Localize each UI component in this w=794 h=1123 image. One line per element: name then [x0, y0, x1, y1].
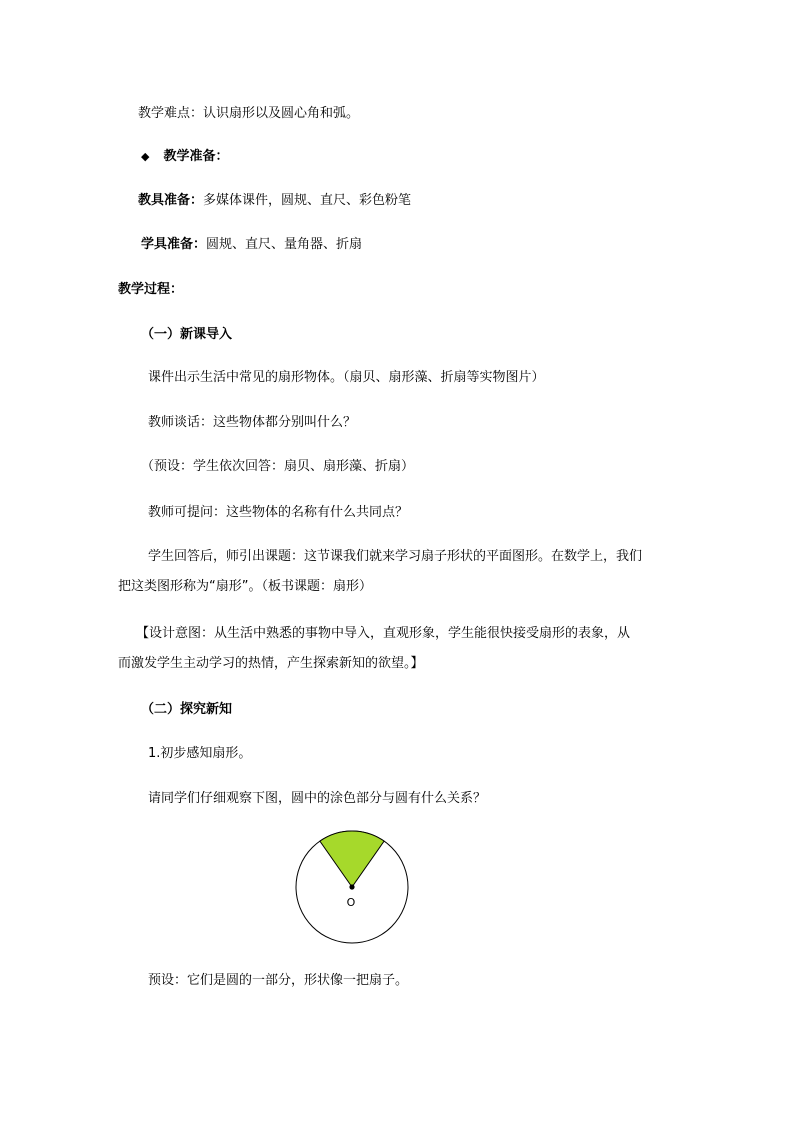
diamond-bullet-icon: ◆: [141, 150, 150, 163]
design-intent-line1: 【设计意图：从生活中熟悉的事物中导入，直观形象，学生能很快接受扇形的表象，从: [136, 626, 631, 641]
paragraph-6: 请同学们仔细观察下图，圆中的涂色部分与圆有什么关系？: [148, 791, 487, 806]
paragraph-1: 课件出示生活中常见的扇形物体。（扇贝、扇形藻、折扇等实物图片）: [148, 370, 545, 385]
paragraph-5-line1: 学生回答后，师引出课题：这节课我们就来学习扇子形状的平面图形。在数学上，我们: [148, 549, 643, 564]
design-intent-line2: 而激发学生主动学习的热情，产生探索新知的欲望。】: [118, 656, 424, 671]
paragraph-4: 教师可提问：这些物体的名称有什么共同点？: [148, 505, 409, 520]
section2-heading: （二）探究新知: [141, 702, 233, 717]
teaching-prep-heading: [141, 149, 228, 165]
student-tools-text: 圆规、直尺、量角器、折扇: [206, 237, 363, 252]
item-1: 1.初步感知扇形。: [148, 746, 252, 761]
teacher-tools-label: 教具准备：: [138, 193, 204, 208]
sector-figure: [294, 826, 410, 946]
teacher-tools: [138, 193, 411, 209]
teacher-tools-text: 多媒体课件，圆规、直尺、彩色粉笔: [203, 193, 412, 208]
paragraph-7: 预设：它们是圆的一部分，形状像一把扇子。: [148, 973, 409, 988]
teaching-prep-heading-text: 教学准备：: [163, 149, 229, 164]
teaching-difficulty-label: 教学难点：: [138, 106, 204, 121]
student-tools: [141, 237, 362, 253]
student-tools-label: 学具准备：: [141, 237, 207, 252]
paragraph-3: （预设：学生依次回答：扇贝、扇形藻、折扇）: [141, 459, 415, 474]
section1-heading: （一）新课导入: [141, 327, 233, 342]
circle-sector-diagram: [294, 826, 410, 946]
center-point: [349, 884, 354, 889]
center-label: O: [346, 896, 356, 909]
paragraph-5-line2: 把这类图形称为“扇形”。（板书课题：扇形）: [118, 579, 372, 594]
paragraph-2: 教师谈话：这些物体都分别叫什么？: [148, 415, 357, 430]
teaching-difficulty: [138, 106, 359, 122]
teaching-difficulty-text: 认识扇形以及圆心角和弧。: [203, 106, 360, 121]
teaching-process-heading: 教学过程：: [118, 282, 184, 297]
